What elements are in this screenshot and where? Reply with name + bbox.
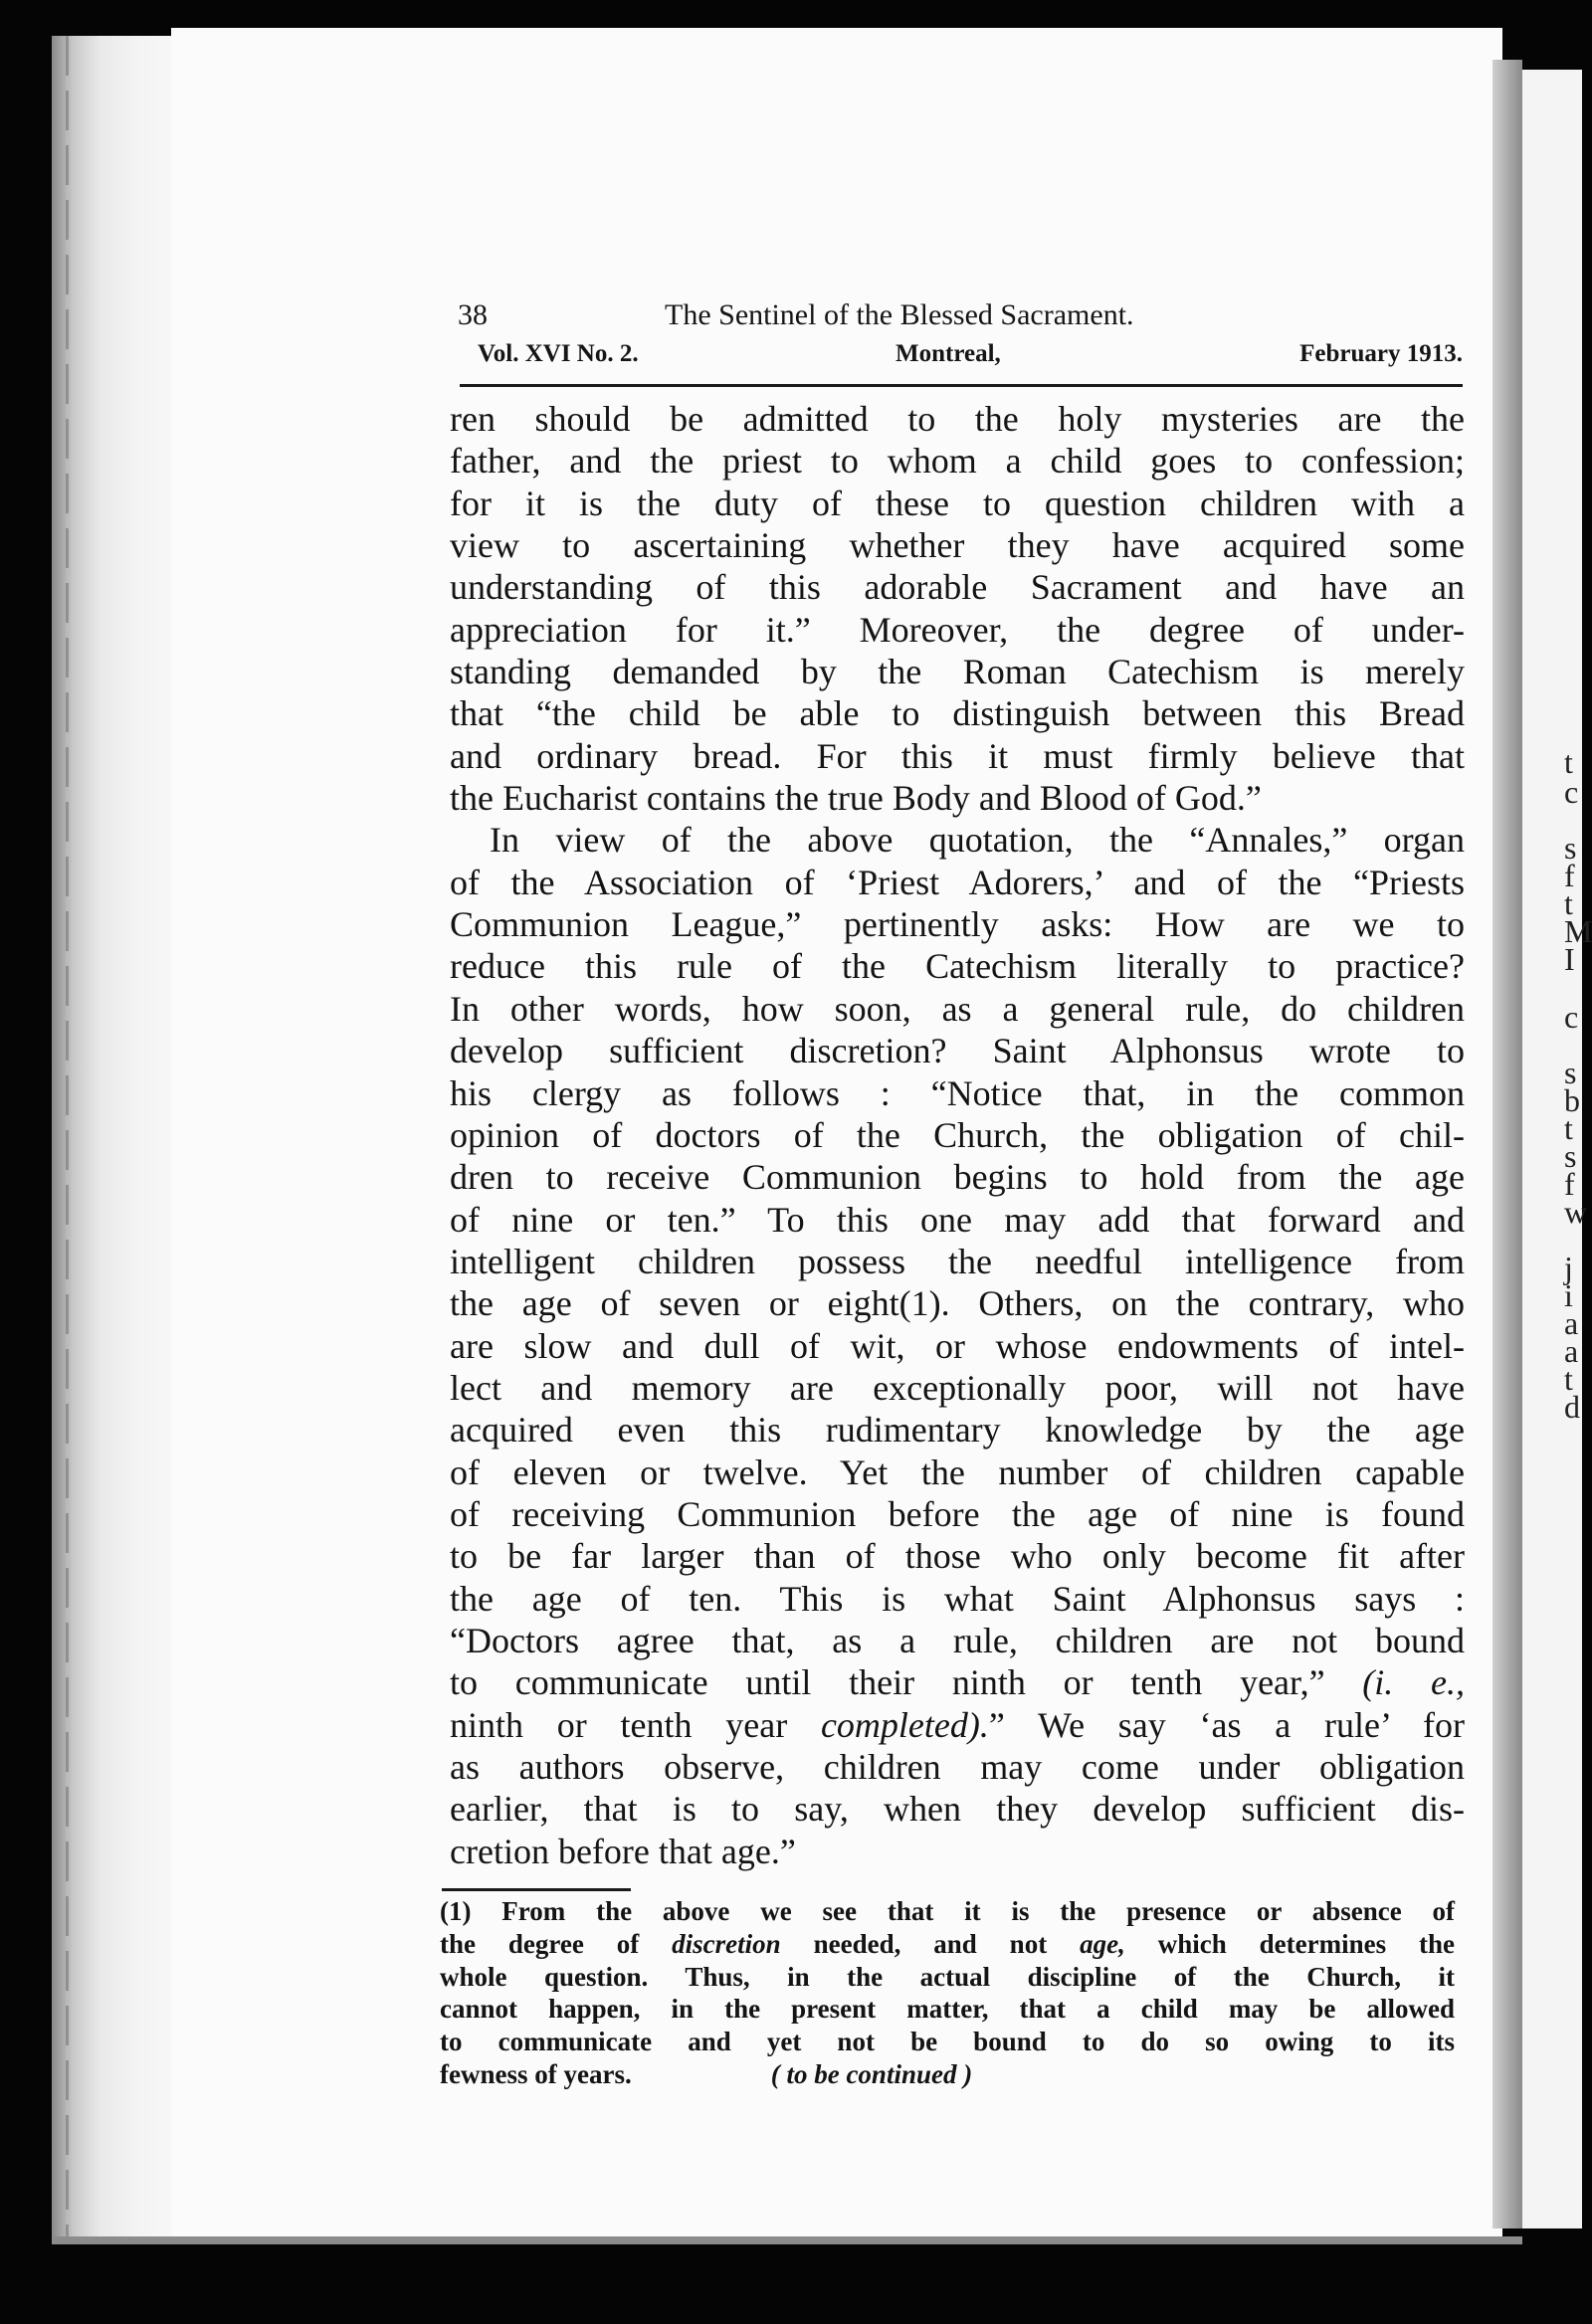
text-line: of eleven or twelve. Yet the number of children capable (450, 1452, 1465, 1492)
adjacent-letter: f (1564, 1166, 1575, 1202)
footnote-line: (1) From the above we see that it is the presence or absence of (440, 1896, 1455, 1926)
adjacent-letter: t (1564, 1361, 1573, 1397)
text-segment: ninth or tenth year (450, 1704, 788, 1745)
adjacent-letter: t (1564, 1110, 1573, 1146)
text-segment: ” We say ‘as a rule’ for (988, 1704, 1466, 1745)
text-line: develop sufficient discretion? Saint Alphonsus wrote to (450, 1031, 1465, 1071)
adjacent-letter: I (1564, 941, 1575, 977)
adjacent-letter: w (1564, 1194, 1588, 1230)
adjacent-letter: t (1564, 744, 1573, 780)
publication-place: Montreal, (896, 340, 1001, 367)
text-segment: fewness of years. (440, 2058, 632, 2089)
adjacent-letter: i (1564, 1277, 1573, 1313)
footnote-line: to communicate and yet not be bound to do so owing to its (440, 2027, 1455, 2057)
adjacent-letter: c (1564, 999, 1579, 1035)
text-line: that “the child be able to distinguish between this Bread (450, 693, 1465, 734)
text-line: the age of seven or eight(1). Others, on the contrary, who (450, 1283, 1465, 1324)
text-segment: needed, and not (813, 1928, 1048, 1959)
footnote-line: cannot happen, in the present matter, that a child may be allowed (440, 1994, 1455, 2025)
book-page-edges (52, 36, 171, 2236)
gutter-shadow (1492, 60, 1522, 2228)
text-line: understanding of this adorable Sacrament and have an (450, 567, 1465, 608)
text-line: are slow and dull of wit, or whose endowments of intel- (450, 1325, 1465, 1366)
italic-segment: (i. e., (1362, 1662, 1466, 1703)
italic-segment: discretion (672, 1928, 781, 1959)
running-header (458, 298, 1463, 388)
text-line: appreciation for it.” Moreover, the degree of under- (450, 609, 1465, 650)
text-line: of the Association of ‘Priest Adorers,’ and of the “Priests (450, 862, 1465, 902)
text-line: of nine or ten.” To this one may add that forward and (450, 1199, 1465, 1240)
text-line: father, and the priest to whom a child goes to confession; (450, 441, 1465, 482)
text-line: and ordinary bread. For this it must firmly believe that (450, 735, 1465, 776)
text-line: his clergy as follows : “Notice that, in the common (450, 1072, 1465, 1113)
text-line: ren should be admitted to the holy mysteries are the (450, 399, 1465, 439)
text-line: the age of ten. This is what Saint Alphonsus says : (450, 1578, 1465, 1619)
adjacent-page-letters (1564, 0, 1592, 2324)
text-line: the Eucharist contains the true Body and Blood of God.” (450, 778, 1262, 819)
footnote (440, 1895, 1455, 2091)
text-line: standing demanded by the Roman Catechism is merely (450, 652, 1465, 692)
footnote-line: whole question. Thus, in the actual discipline of the Church, it (440, 1961, 1455, 1992)
publication-date: February 1913. (1299, 340, 1463, 367)
adjacent-letter: t (1564, 885, 1573, 921)
footnote-line (440, 1928, 1455, 1961)
text-line: earlier, that is to say, when they develop sufficient dis- (450, 1789, 1465, 1830)
page-number: 38 (458, 298, 488, 331)
footnote-rule (442, 1888, 631, 1891)
adjacent-letter: c (1564, 774, 1579, 810)
text-line: “Doctors agree that, as a rule, children are not bound (450, 1620, 1465, 1660)
text-line: lect and memory are exceptionally poor, will not have (450, 1367, 1465, 1408)
text-line: In view of the above quotation, the “Annales,” organ (490, 820, 1465, 861)
adjacent-letter: b (1564, 1082, 1580, 1118)
text-line: opinion of doctors of the Church, the obligation of chil- (450, 1114, 1465, 1155)
article-body (450, 398, 1465, 1872)
text-line: In other words, how soon, as a general rule, do children (450, 988, 1465, 1029)
text-segment: which determines the (1157, 1928, 1456, 1959)
adjacent-letter: s (1564, 1138, 1577, 1174)
text-line: of receiving Communion before the age of nine is found (450, 1493, 1465, 1534)
text-line: to be far larger than of those who only become fit after (450, 1536, 1465, 1577)
running-title: The Sentinel of the Blessed Sacrament. (665, 298, 1134, 331)
text-line: dren to receive Communion begins to hold from the age (450, 1157, 1465, 1198)
text-segment: to communicate until their ninth or tenth year,” (450, 1662, 1325, 1703)
text-line (450, 1661, 1465, 1703)
text-line: as authors observe, children may come under obligation (450, 1747, 1465, 1787)
text-line: Communion League,” pertinently asks: How are we to (450, 904, 1465, 945)
text-line: cretion before that age.” (450, 1831, 796, 1871)
text-line: for it is the duty of these to question children with a (450, 483, 1465, 523)
adjacent-letter: a (1564, 1305, 1579, 1341)
adjacent-letter: M (1564, 913, 1592, 949)
adjacent-letter: j (1564, 1250, 1573, 1285)
header-rule (460, 384, 1463, 387)
adjacent-letter: s (1564, 830, 1577, 866)
page-bottom-edge (52, 2236, 1522, 2244)
italic-segment: completed). (820, 1704, 989, 1745)
adjacent-letter: a (1564, 1333, 1579, 1369)
footnote-line (440, 2058, 1455, 2091)
adjacent-letter: s (1564, 1055, 1577, 1090)
text-line (450, 1704, 1465, 1746)
text-line: acquired even this rudimentary knowledge by the age (450, 1410, 1465, 1451)
text-line: intelligent children possess the needful intelligence from (450, 1241, 1465, 1281)
to-be-continued: ( to be continued ) (770, 2058, 973, 2089)
italic-segment: age, (1080, 1928, 1125, 1959)
text-segment: the degree of (440, 1928, 640, 1959)
volume-number: Vol. XVI No. 2. (478, 340, 639, 367)
text-line: view to ascertaining whether they have acquired some (450, 525, 1465, 566)
adjacent-letter: d (1564, 1389, 1580, 1425)
adjacent-letter: f (1564, 858, 1575, 893)
text-line: reduce this rule of the Catechism literally to practice? (450, 946, 1465, 987)
